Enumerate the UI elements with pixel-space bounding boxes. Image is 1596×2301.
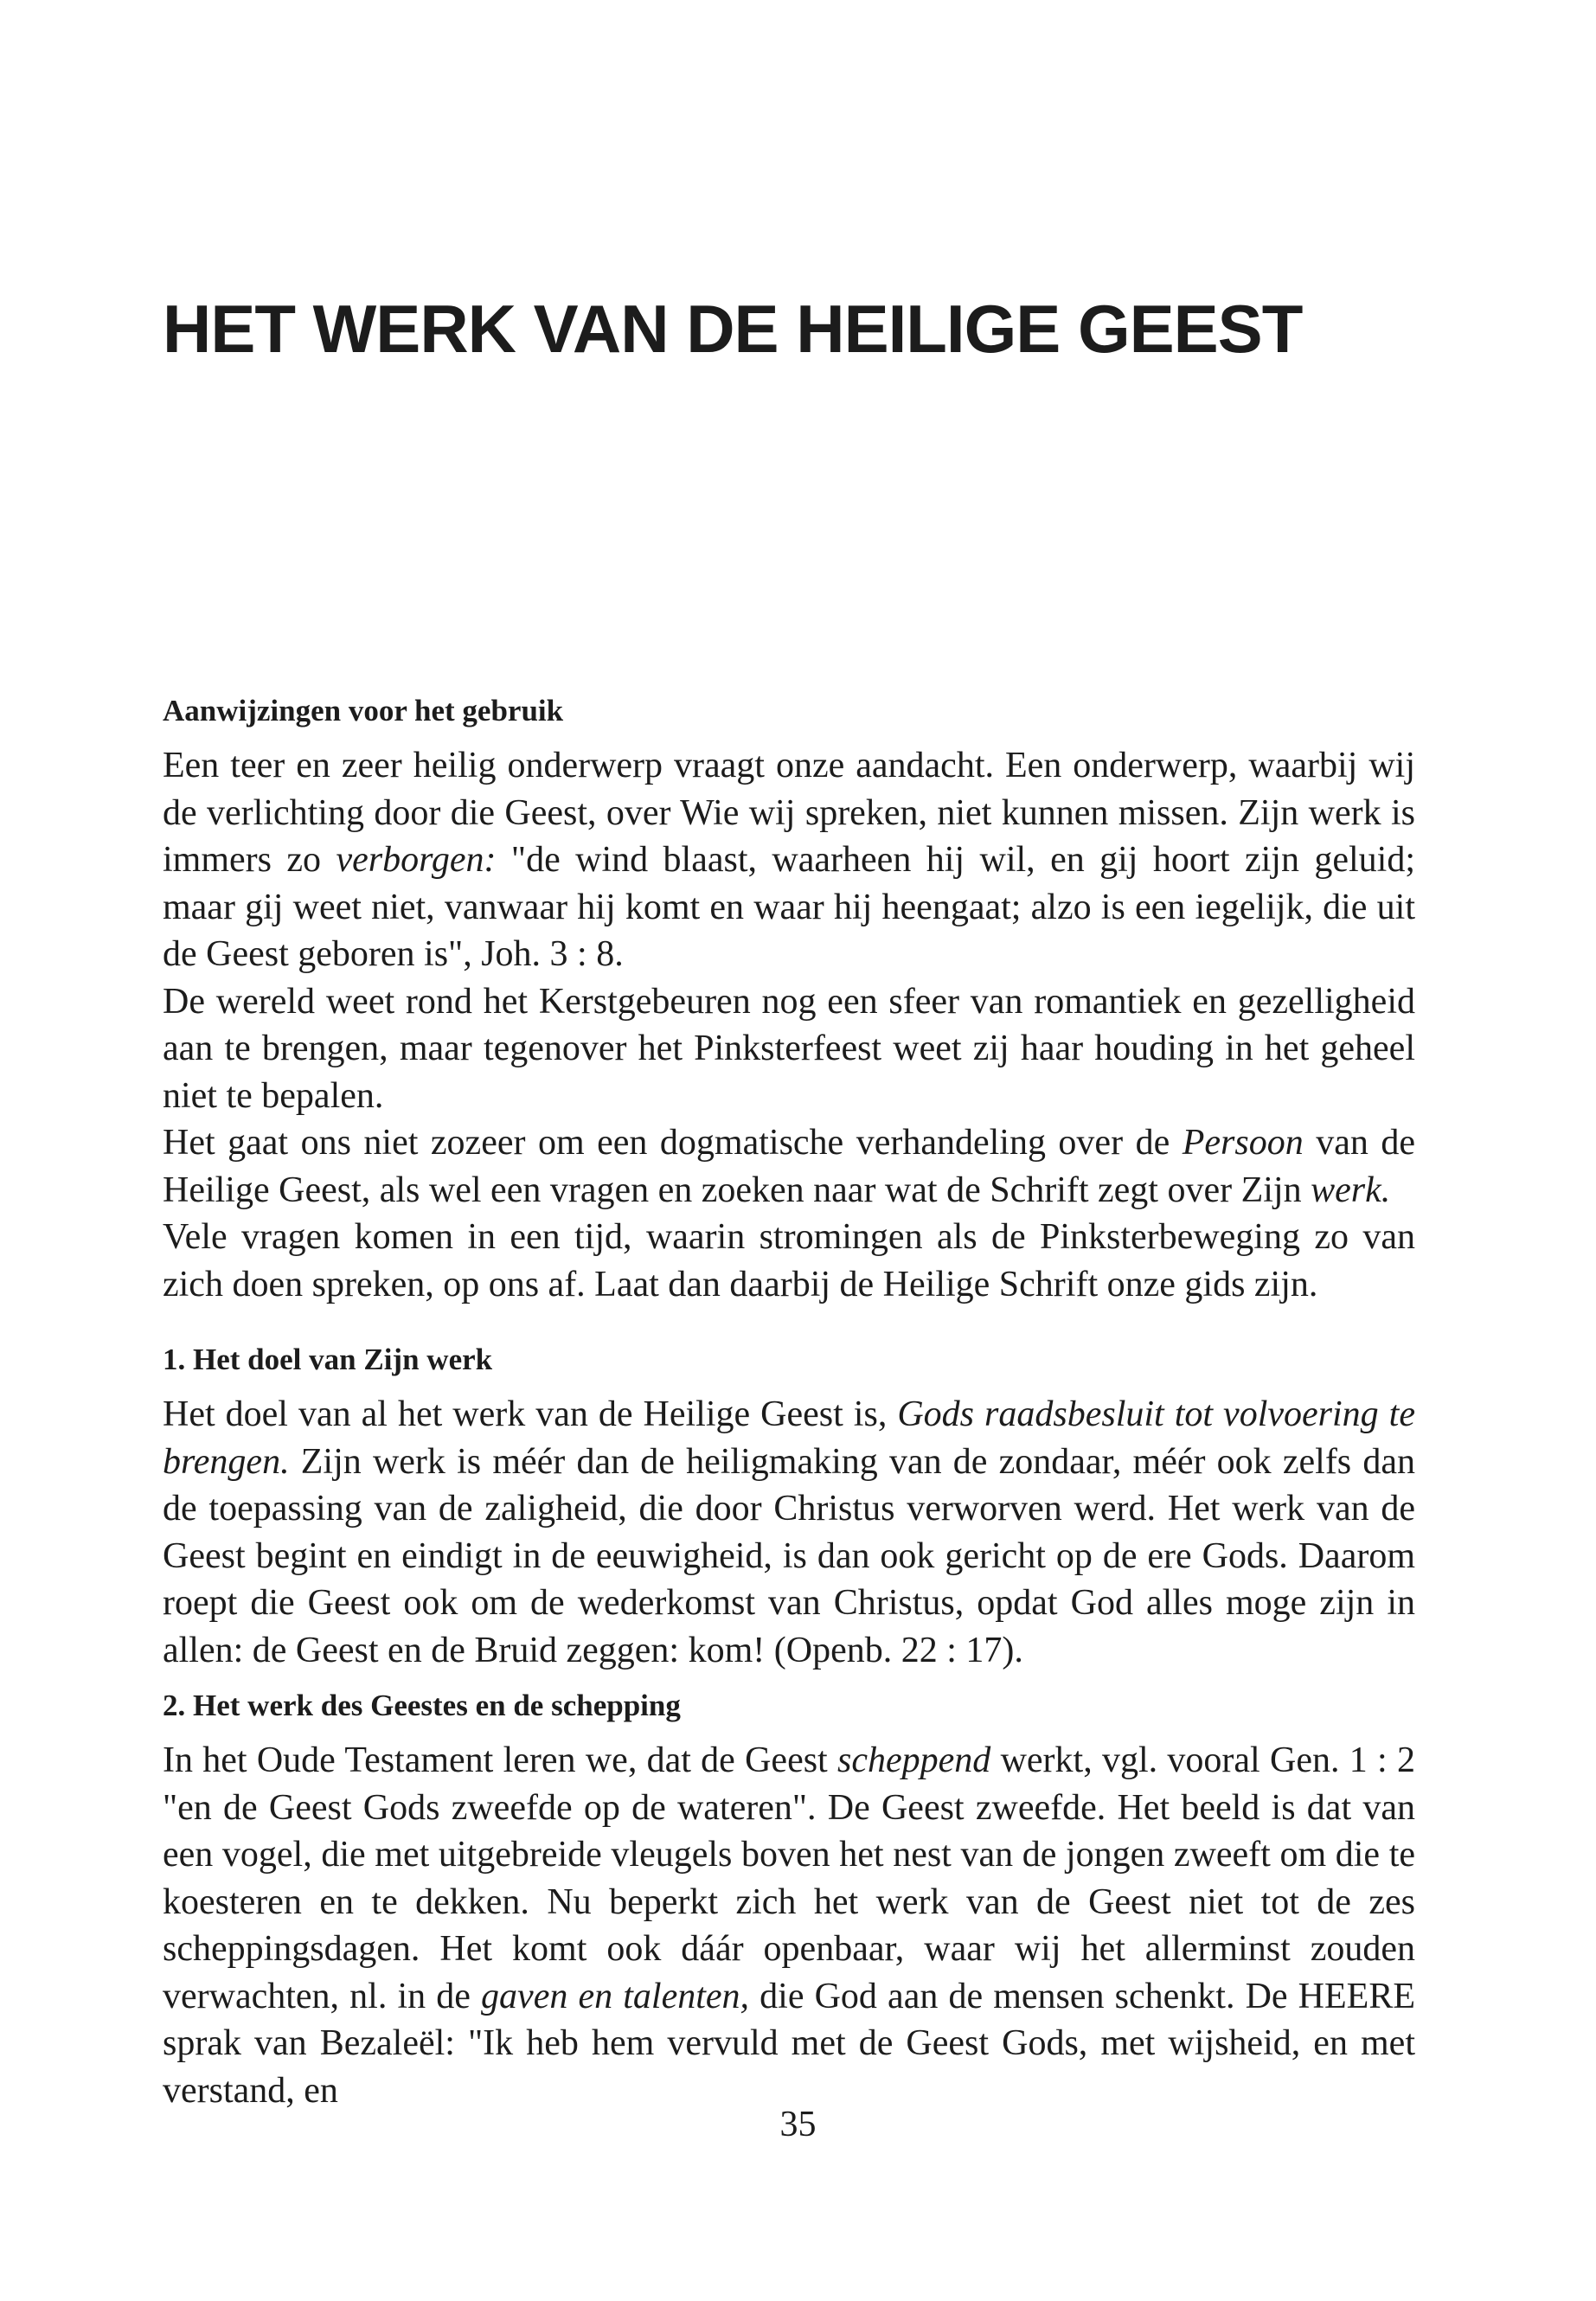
intro-paragraph-3 — [163, 1119, 1415, 1214]
emphasis-text: scheppend — [837, 1740, 991, 1780]
section-intro — [163, 692, 1415, 1308]
section-1-paragraph — [163, 1391, 1415, 1674]
section-1 — [163, 1341, 1415, 1674]
section-2-paragraph — [163, 1737, 1415, 2114]
emphasis-text: Gods raadsbesluit tot volvoering te brengen. — [163, 1394, 1415, 1482]
chapter-title: HET WERK VAN DE HEILIGE GEEST — [163, 291, 1303, 367]
text-run: werkt, vgl. vooral Gen. 1 : 2 "en de Geest Gods zweefde op de wateren". De Geest zweefde. Het beeld is dat van een vogel, die met uitgebreide vleugels boven het nest van de jongen zweeft om die te koesteren en te dekken. Nu beperkt zich het werk van de Geest niet tot de zes scheppingsdagen. Het komt ook dáár openbaar, waar wij het allerminst zouden verwachten, nl. in de — [163, 1740, 1415, 2016]
text-run: "de wind blaast, waarheen hij wil, en gij hoort zijn geluid; maar gij weet niet, vanwaar hij komt en waar hij heengaat; alzo is een iegelijk, die uit de Geest geboren is", Joh. 3 : 8. — [163, 840, 1416, 974]
text-run: Het doel van al het werk van de Heilige Geest is, — [163, 1394, 898, 1434]
section-1-heading: 1. Het doel van Zijn werk — [163, 1343, 493, 1376]
text-run: Het gaat ons niet zozeer om een dogmatische verhandeling over de — [163, 1123, 1183, 1163]
text-run: Een teer en zeer heilig onderwerp vraagt onze aandacht. Een onderwerp, waarbij wij de verlichting door die Geest, over Wie wij spreken, niet kunnen missen. Zijn werk is immers zo — [163, 746, 1415, 880]
emphasis-text: werk. — [1311, 1170, 1391, 1210]
text-run: van de Heilige Geest, als wel een vragen en zoeken naar wat de Schrift zegt over Zijn — [163, 1123, 1415, 1210]
page-number: 35 — [779, 2105, 817, 2144]
intro-heading: Aanwijzingen voor het gebruik — [163, 694, 564, 727]
emphasis-text: gaven en talenten, — [481, 1976, 750, 2016]
section-2 — [163, 1687, 1415, 2114]
section-2-heading: 2. Het werk des Geestes en de schepping — [163, 1689, 681, 1722]
text-run: In het Oude Testament leren we, dat de Geest — [163, 1740, 838, 1780]
text-run: die God aan de mensen schenkt. De HEERE sprak van Bezaleël: "Ik heb hem vervuld met de Geest Gods, met wijsheid, en met verstand, en — [163, 1976, 1415, 2111]
intro-paragraph-1 — [163, 742, 1415, 978]
emphasis-text: verborgen: — [336, 840, 497, 880]
emphasis-text: Persoon — [1182, 1123, 1304, 1163]
text-run: Zijn werk is méér dan de heiligmaking van de zondaar, méér ook zelfs dan de toepassing van de zaligheid, die door Christus verworven werd. Het werk van de Geest begint en eindigt in de eeuwigheid, is dan ook gericht op de ere Gods. Daarom roept die Geest ook om de wederkomst van Christus, opdat God alles moge zijn in allen: de Geest en de Bruid zeggen: kom! (Openb. 22 : 17). — [163, 1441, 1415, 1670]
intro-paragraph-2: De wereld weet rond het Kerstgebeuren nog een sfeer van romantiek en gezelligheid aan te brengen, maar tegenover het Pinksterfeest weet zij haar houding in het geheel niet te bepalen. — [163, 981, 1415, 1116]
intro-paragraph-4: Vele vragen komen in een tijd, waarin stromingen als de Pinksterbeweging zo van zich doen spreken, op ons af. Laat dan daarbij de Heilige Schrift onze gids zijn. — [163, 1217, 1415, 1304]
